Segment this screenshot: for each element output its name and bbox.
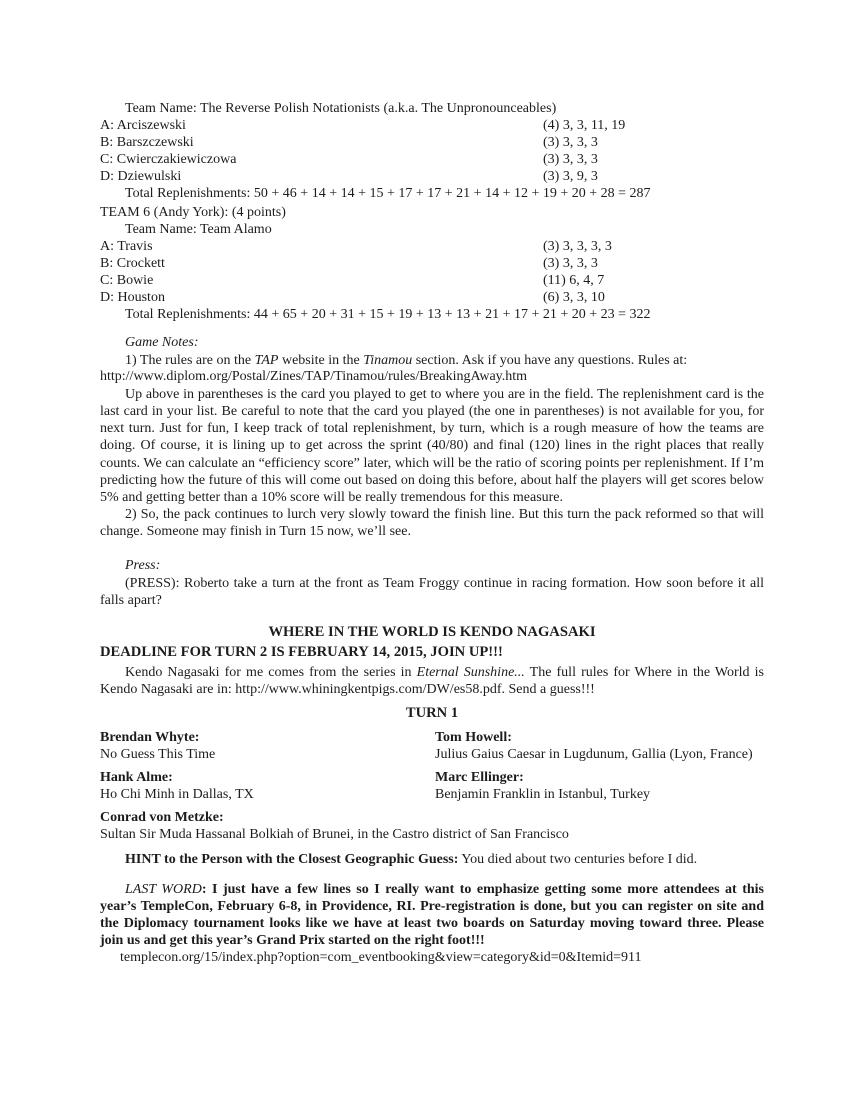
team5-rider-row [100,152,764,169]
team5-total-line [100,186,764,203]
rider-cards: (3) 3, 3, 3 [543,151,598,167]
guess-entry [100,809,764,843]
guess-text: Sultan Sir Muda Hassanal Bolkiah of Brunei, in the Castro district of San Francisco [100,827,569,843]
rider-label: C: Bowie [100,273,154,289]
last-word-body: : I just have a few lines so I really want to emphasize getting some more attendees at this year’s TempleCon, February 6-8, in Providence, RI. Pre-registration is done, but you can register on site and the Diplomacy tournament looks like we have at least two boards on Saturday moving toward three. Please join us and get this year’s Grand Prix started on the right foot!!! [100,881,764,949]
team6-rider-row [100,273,764,290]
team5-rider-row [100,118,764,135]
kendo-deadline-heading: DEADLINE FOR TURN 2 IS FEBRUARY 14, 2015, JOIN UP!!! [100,643,503,660]
rider-cards: (3) 3, 3, 3, 3 [543,239,612,255]
game-notes-note2: 2) So, the pack continues to lurch very slowly toward the finish line. But this turn the pack reformed so that will change. Someone may finish in Turn 15 now, we’ll see. [100,507,764,540]
kendo-section-title: WHERE IN THE WORLD IS KENDO NAGASAKI [268,623,596,640]
team5-rider-row [100,135,764,152]
total-label: Total Replenishments: [125,185,251,201]
game-notes-paragraph: Up above in parentheses is the card you played to get to where you are in the field. The replenishment card is the last card in your list. Be careful to note that the card you played (the one in parentheses) is not available for you, for next turn. Just for fun, I keep track of total replenishment, by turn, which is a rough measure of how the teams are doing. Of course, it is lining up to get across the sprint (40/80) and final (120) lines in the right places that really counts. We can calculate an “efficiency score” later, which will be the ratio of scoring points per replenishment. If I’m predicting how the future of this will come out based on doing this before, about half the players will get scores below 5% and getting better than a 10% score will be really tremendous for this measure. [100,386,764,506]
rider-label: B: Crockett [100,256,165,272]
hint-text: You died about two centuries before I did. [458,852,698,868]
rules-url: http://www.diplom.org/Postal/Zines/TAP/Tinamou/rules/BreakingAway.htm [100,368,528,384]
turn-1-heading: TURN 1 [405,705,459,722]
note1-text: 1) The rules are on the [125,352,255,368]
guess-text: Benjamin Franklin in Istanbul, Turkey [435,787,651,803]
note1-text: section. Ask if you have any questions. Rules at: [412,352,688,368]
team6-name-value: Team Alamo [199,222,272,238]
rider-cards: (3) 3, 3, 3 [543,256,598,272]
rider-label: D: Dziewulski [100,168,182,184]
guess-entry [435,729,764,763]
team6-heading: TEAM 6 (Andy York): (4 points) [100,205,286,221]
rider-cards: (4) 3, 3, 11, 19 [543,117,626,133]
guesser-name: Marc Ellinger: [435,770,524,786]
rider-label: C: Cwierczakiewiczowa [100,151,237,167]
rider-cards: (3) 3, 3, 3 [543,134,598,150]
guess-entry [100,769,435,803]
team5-name-line [100,101,764,118]
team5-rider-row [100,169,764,186]
game-notes-heading: Game Notes: [125,334,199,350]
team6-total-line [100,307,764,324]
note1-text: website in the [278,352,364,368]
rider-label: A: Travis [100,239,153,255]
note1-tinamou-section-name: Tinamou [363,352,413,368]
hint-paragraph [100,851,764,868]
kendo-intro-paragraph [100,664,764,698]
guesser-name: Hank Alme: [100,770,173,786]
team6-name-line [100,222,764,239]
rider-label: A: Arciszewski [100,117,186,133]
press-body: (PRESS): Roberto take a turn at the front as Team Froggy continue in racing formation. How soon before it all falls apart? [100,575,764,608]
team6-rider-row [100,290,764,307]
press-heading: Press: [125,557,161,573]
note1-tap-zine-name: TAP [254,352,279,368]
game-notes-note1 [100,352,764,369]
templecon-url: templecon.org/15/index.php?option=com_eventbooking&view=category&id=0&Itemid=911 [120,950,642,966]
team6-rider-row [100,239,764,256]
guesser-name: Conrad von Metzke: [100,810,224,826]
rider-cards: (3) 3, 9, 3 [543,168,598,184]
rider-label: D: Houston [100,289,165,305]
guesser-name: Brendan Whyte: [100,730,200,746]
turn1-guess-grid [100,729,764,843]
team5-name-label: Team Name: [125,101,197,116]
hint-label: HINT to the Person with the Closest Geographic Guess: [125,852,459,868]
guess-entry [435,769,764,803]
last-word-label: LAST WORD [125,881,202,897]
total-math: 44 + 65 + 20 + 31 + 15 + 19 + 13 + 13 + 21 + 17 + 21 + 20 + 23 = 322 [253,306,651,322]
page-content [100,101,764,967]
guesser-name: Tom Howell: [435,730,512,746]
rider-label: B: Barszczewski [100,134,194,150]
guess-text: Ho Chi Minh in Dallas, TX [100,787,254,803]
total-math: 50 + 46 + 14 + 14 + 15 + 17 + 17 + 21 + 14 + 12 + 19 + 20 + 28 = 287 [253,185,651,201]
guess-text: Julius Gaius Caesar in Lugdunum, Gallia (Lyon, France) [435,747,753,763]
team6-rider-row [100,256,764,273]
guess-text: No Guess This Time [100,747,216,763]
rider-cards: (11) 6, 4, 7 [543,273,605,289]
kendo-series-name: Eternal Sunshine... [416,664,525,680]
last-word-paragraph [100,881,764,950]
rider-cards: (6) 3, 3, 10 [543,289,605,305]
kendo-intro-text: The full rules for Where in the World is Kendo Nagasaki are in: http://www.whiningkentpigs.com/DW/es58.pdf. Send a guess!!! [100,664,765,698]
team6-name-label: Team Name: [125,222,197,238]
team5-name-value: The Reverse Polish Notationists (a.k.a. The Unpronounceables) [199,101,557,116]
guess-entry [100,729,435,763]
total-label: Total Replenishments: [125,306,251,322]
kendo-intro-text: Kendo Nagasaki for me comes from the series in [125,664,417,680]
